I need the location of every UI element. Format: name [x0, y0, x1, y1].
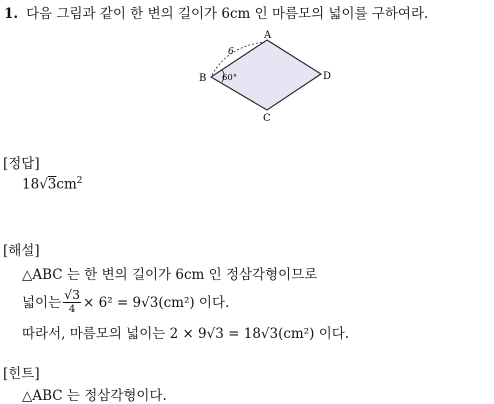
hint-header: [힌트]	[3, 366, 40, 382]
explanation-line-2	[22, 283, 229, 319]
side-label: 6	[228, 47, 234, 57]
vertex-b-label: B	[199, 73, 207, 84]
vertex-a-label: A	[264, 30, 272, 41]
angle-label: 60°	[222, 73, 238, 83]
fraction	[63, 287, 81, 316]
answer-value	[22, 176, 83, 193]
explanation-header: [해설]	[3, 243, 40, 259]
answer-unit: cm	[56, 176, 77, 193]
explanation-line-3: 따라서, 마름모의 넓이는 2 × 9√3 = 18√3(cm²) 이다.	[22, 326, 350, 342]
question	[4, 2, 428, 22]
answer-coef: 18	[22, 176, 40, 193]
answer-header: [정답]	[3, 156, 40, 172]
answer-rad: 3	[47, 176, 57, 193]
explanation-line-1: △ABC 는 한 변의 길이가 6cm 인 정삼각형이므로	[22, 267, 318, 283]
question-number: 1.	[4, 6, 19, 22]
rhombus-figure	[192, 28, 342, 132]
question-text: 다음 그림과 같이 한 변의 길이가 6cm 인 마름모의 넓이를 구하여라.	[26, 6, 429, 22]
explanation-line-2-rest: × 6² = 9√3(cm²) 이다.	[83, 295, 230, 311]
sqrt-sign: √	[39, 176, 48, 193]
fraction-numerator: √3	[64, 286, 81, 302]
vertex-d-label: D	[323, 71, 332, 82]
vertex-c-label: C	[263, 113, 271, 124]
explanation-line-2-prefix: 넓이는	[22, 295, 62, 311]
answer-exp: 2	[76, 176, 83, 186]
fraction-denominator: 4	[68, 302, 76, 315]
rhombus-svg	[192, 28, 342, 128]
hint-line-1: △ABC 는 정삼각형이다.	[22, 388, 167, 404]
